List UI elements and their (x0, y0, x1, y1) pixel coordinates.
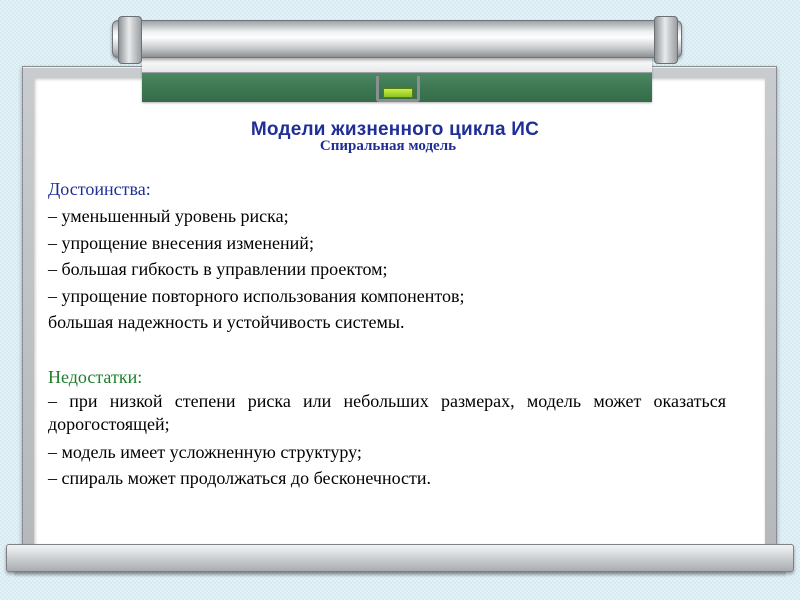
tray-shadow (14, 572, 786, 578)
bottom-tray (6, 544, 794, 572)
advantages-list (48, 203, 726, 336)
advantage-item: – большая гибкость в управлении проектом; (48, 259, 388, 279)
slide-title: Модели жизненного цикла ИС (250, 119, 540, 140)
advantage-item: большая надежность и устойчивость системы. (48, 312, 405, 332)
disadvantage-item: – модель имеет усложненную структуру; (48, 442, 362, 462)
advantage-item: – упрощение внесения изменений; (48, 232, 314, 253)
pull-handle-grip (383, 88, 413, 98)
roller-cap-left (118, 16, 142, 64)
advantage-item: – упрощение повторного использования компонентов; (48, 285, 465, 306)
board-header-strip-top (142, 58, 652, 73)
disadvantage-item: – спираль может продолжаться до бесконечности. (48, 467, 432, 488)
top-roller (112, 20, 682, 58)
disadvantages-list (48, 390, 726, 491)
disadvantages-heading: Недостатки: (48, 367, 143, 387)
slide-subtitle: Спиральная модель (319, 138, 457, 154)
roller-cap-right (654, 16, 678, 64)
disadvantage-item: – при низкой степени риска или небольших размерах, модель может оказаться дорогостоящей; (48, 391, 726, 434)
advantage-item: – уменьшенный уровень риска; (48, 206, 289, 226)
advantages-heading: Достоинства: (48, 179, 151, 199)
